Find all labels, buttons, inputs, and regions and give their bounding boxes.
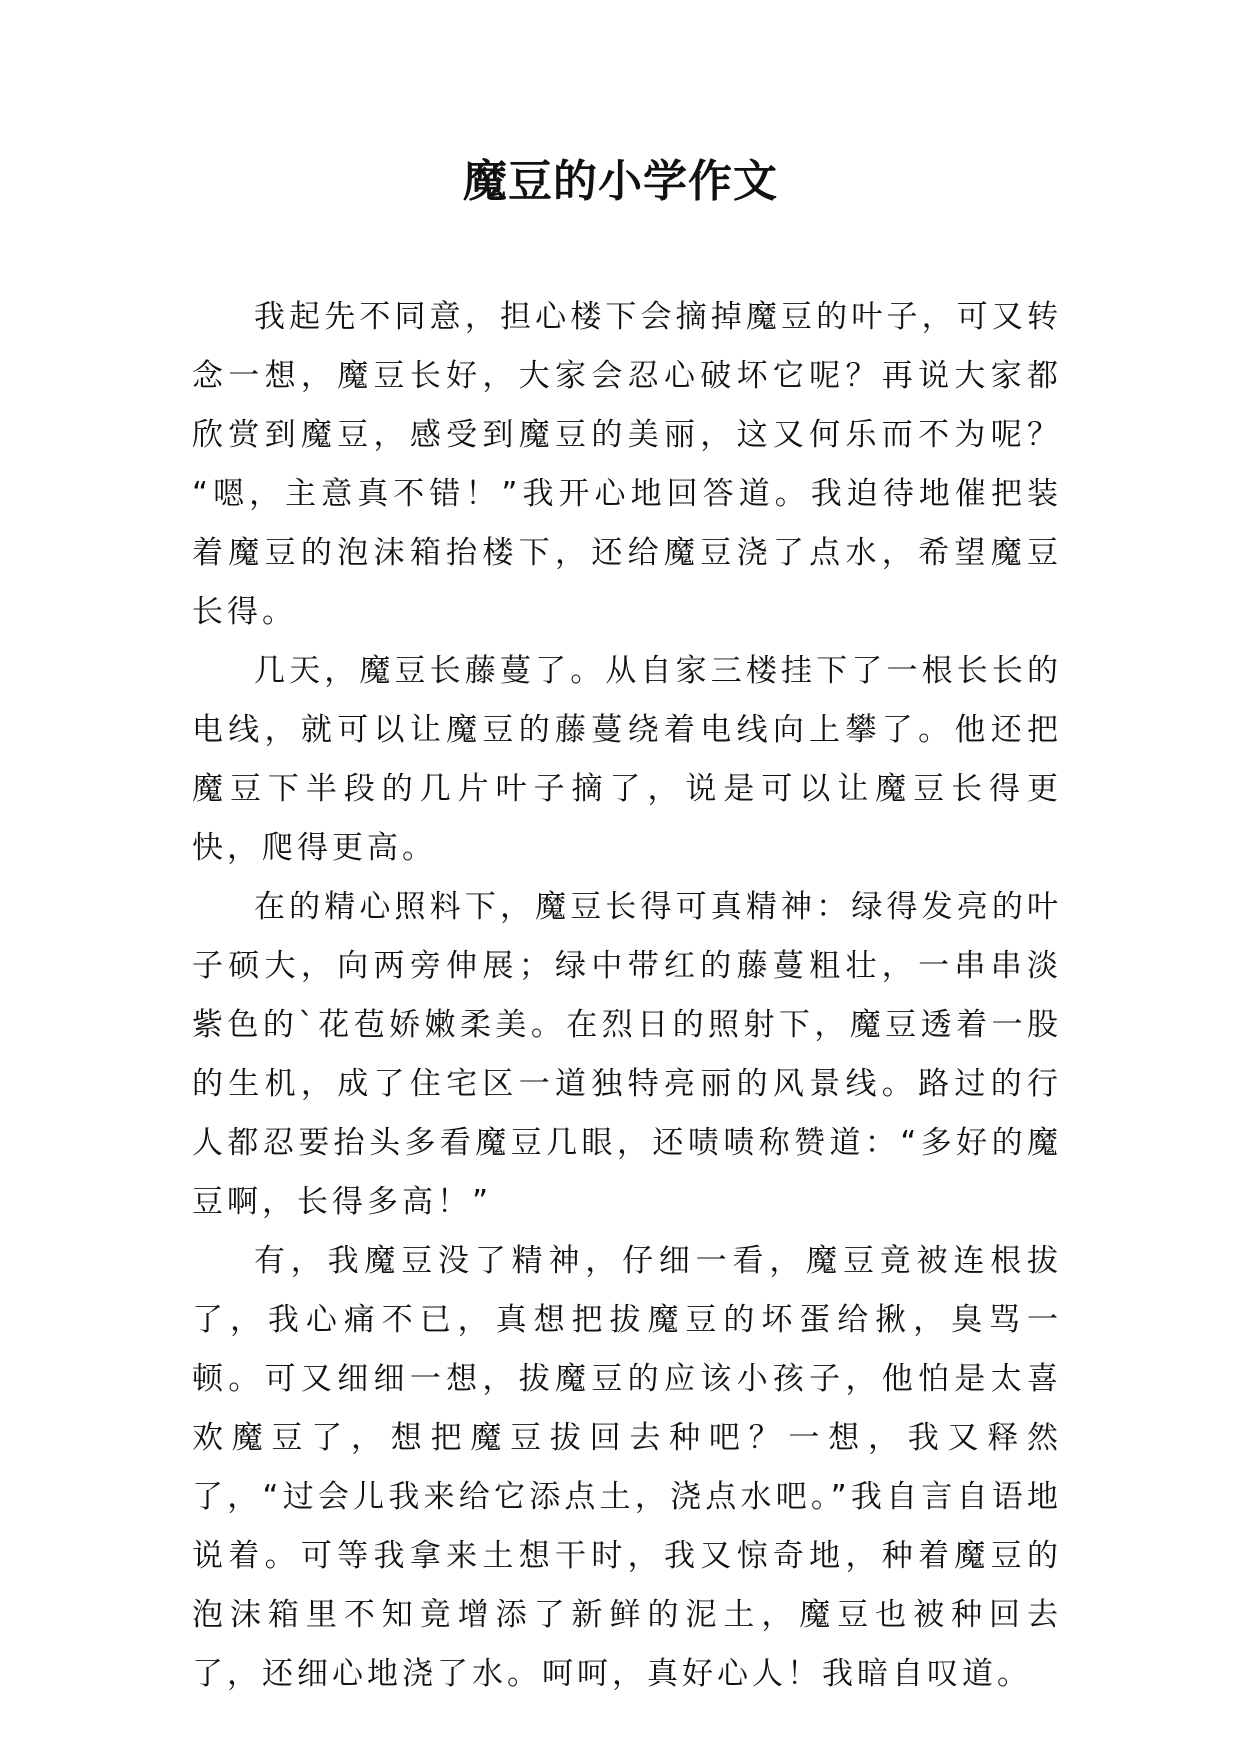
paragraph: 在的精心照料下，魔豆长得可真精神：绿得发亮的叶子硕大，向两旁伸展；绿中带红的藤蔓粗壮，一串串淡紫色的`花苞娇嫩柔美。在烈日的照射下，魔豆透着一股的生机，成了住宅区一道独特亮丽的风景线。路过的行人都忍要抬头多看魔豆几眼，还啧啧称赞道：“多好的魔豆啊，长得多高！” (192, 889, 1062, 1220)
essay-body (192, 288, 1062, 1704)
document-title: 魔豆的小学作文 (463, 156, 778, 207)
paragraph: 几天，魔豆长藤蔓了。从自家三楼挂下了一根长长的电线，就可以让魔豆的藤蔓绕着电线向上攀了。他还把魔豆下半段的几片叶子摘了，说是可以让魔豆长得更快，爬得更高。 (192, 653, 1062, 866)
paragraph: 有，我魔豆没了精神，仔细一看，魔豆竟被连根拔了，我心痛不已，真想把拔魔豆的坏蛋给揪，臭骂一顿。可又细细一想，拔魔豆的应该小孩子，他怕是太喜欢魔豆了，想把魔豆拔回去种吧？一想，我又释然了，“过会儿我来给它添点土，浇点水吧。”我自言自语地说着。可等我拿来土想干时，我又惊奇地，种着魔豆的泡沫箱里不知竟增添了新鲜的泥土，魔豆也被种回去了，还细心地浇了水。呵呵，真好心人！我暗自叹道。 (192, 1243, 1062, 1692)
paragraph: 我起先不同意，担心楼下会摘掉魔豆的叶子，可又转念一想，魔豆长好，大家会忍心破坏它呢？再说大家都欣赏到魔豆，感受到魔豆的美丽，这又何乐而不为呢？ “嗯，主意真不错！”我开心地回答道。我迫待地催把装着魔豆的泡沫箱抬楼下，还给魔豆浇了点水，希望魔豆长得。 (192, 299, 1062, 630)
